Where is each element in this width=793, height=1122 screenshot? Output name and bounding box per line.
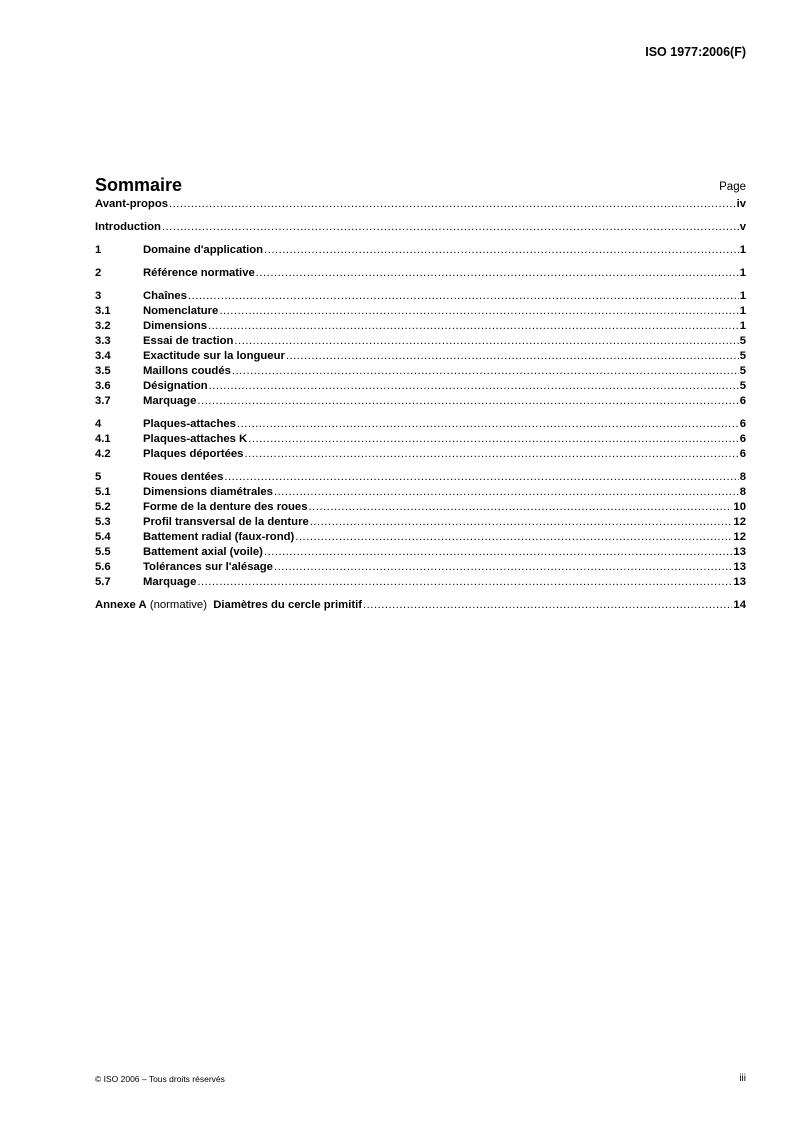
annex-page: 14 — [733, 599, 746, 611]
toc-entry[interactable] — [95, 349, 746, 364]
toc-entry-number: 3.3 — [95, 335, 111, 347]
dot-leader — [169, 197, 736, 212]
toc-entry[interactable] — [95, 304, 746, 319]
toc-entry-page: 1 — [739, 267, 746, 279]
toc-entry-number: 3.7 — [95, 395, 111, 407]
toc-entry-page: 8 — [739, 486, 746, 498]
toc-entry-page: 10 — [733, 501, 746, 513]
toc-entry-title: Marquage — [143, 395, 197, 407]
toc-entry-page: 5 — [739, 380, 746, 392]
dot-leader — [197, 394, 738, 409]
toc-entry-title: Plaques déportées — [143, 448, 244, 460]
toc-entry-page: v — [739, 221, 746, 233]
toc-entry-number: 3.1 — [95, 305, 111, 317]
toc-entry-page: 1 — [739, 290, 746, 302]
toc-entry-title: Battement axial (voile) — [143, 546, 263, 558]
toc-entry[interactable] — [95, 364, 746, 379]
annex-label: Annexe A — [95, 599, 147, 611]
toc-entry-title: Roues dentées — [143, 471, 224, 483]
footer-copyright: © ISO 2006 – Tous droits réservés — [95, 1074, 225, 1084]
toc-entry[interactable] — [95, 575, 746, 590]
toc-entry-number: 4 — [95, 418, 102, 430]
annex-title: Diamètres du cercle primitif — [213, 599, 363, 611]
dot-leader — [197, 575, 732, 590]
toc-entry[interactable] — [95, 485, 746, 500]
toc-entry-page: 6 — [739, 448, 746, 460]
toc-entry[interactable] — [95, 560, 746, 575]
toc-entry-title: Désignation — [143, 380, 208, 392]
dot-leader — [188, 289, 739, 304]
toc-entry-title: Plaques-attaches K — [143, 433, 248, 445]
dot-leader — [274, 560, 732, 575]
toc-entry-title: Battement radial (faux-rond) — [143, 531, 295, 543]
toc-entry-page: 1 — [739, 320, 746, 332]
toc-entry-number: 3.4 — [95, 350, 111, 362]
toc-entry-number: 5.7 — [95, 576, 111, 588]
toc-entry-number: 5.3 — [95, 516, 111, 528]
toc-entry-title: Dimensions — [143, 320, 208, 332]
toc-entry-number: 4.1 — [95, 433, 111, 445]
toc-entry-page: 6 — [739, 433, 746, 445]
toc-entry-page: 5 — [739, 350, 746, 362]
toc-entry-page: 13 — [733, 576, 746, 588]
dot-leader — [237, 417, 739, 432]
toc-entry-page: 12 — [733, 516, 746, 528]
toc-entry-number: 5.5 — [95, 546, 111, 558]
toc-entry[interactable] — [95, 319, 746, 334]
toc-entry[interactable] — [95, 530, 746, 545]
toc-section-group — [95, 243, 746, 258]
toc-entry-title: Maillons coudés — [143, 365, 231, 377]
toc-entry[interactable] — [95, 432, 746, 447]
dot-leader — [162, 220, 739, 235]
toc-entry-page: iv — [736, 198, 746, 210]
dot-leader — [264, 243, 739, 258]
toc-entry-title: Domaine d'application — [143, 244, 264, 256]
toc-entry-title: Nomenclature — [143, 305, 219, 317]
toc-entry[interactable] — [95, 447, 746, 462]
toc-entry[interactable] — [95, 197, 746, 220]
dot-leader — [232, 364, 739, 379]
toc-entry-page: 13 — [733, 561, 746, 573]
page-column-label: Page — [719, 181, 746, 193]
dot-leader — [274, 485, 739, 500]
dot-leader — [256, 266, 739, 281]
toc-entry-title: Chaînes — [143, 290, 187, 302]
toc-entry[interactable] — [95, 500, 746, 515]
toc-entry-number: 5.2 — [95, 501, 111, 513]
toc-entry-page: 6 — [739, 418, 746, 430]
toc-entry-annex[interactable] — [95, 598, 746, 613]
toc-entry-page: 13 — [733, 546, 746, 558]
toc-section-group — [95, 417, 746, 462]
toc-entry-title: Forme de la denture des roues — [143, 501, 308, 513]
dot-leader — [208, 319, 739, 334]
dot-leader — [295, 530, 732, 545]
toc-entry-number: 3.2 — [95, 320, 111, 332]
toc-entry-number: 5.6 — [95, 561, 111, 573]
toc-entry-page: 1 — [739, 305, 746, 317]
toc-entry[interactable] — [95, 220, 746, 243]
toc-entry-number: 2 — [95, 267, 102, 279]
toc-entry[interactable] — [95, 266, 746, 281]
toc-entry-number: 5.1 — [95, 486, 111, 498]
dot-leader — [248, 432, 738, 447]
toc-entry-page: 8 — [739, 471, 746, 483]
toc-entry[interactable] — [95, 289, 746, 304]
dot-leader — [209, 379, 739, 394]
dot-leader — [224, 470, 738, 485]
toc-entry-number: 5.4 — [95, 531, 111, 543]
toc-entry[interactable] — [95, 243, 746, 258]
annex-type: (normative) — [149, 599, 207, 611]
document-id-header: ISO 1977:2006(F) — [645, 45, 746, 59]
toc-entry-page: 5 — [739, 335, 746, 347]
toc-entry-number: 5 — [95, 471, 102, 483]
toc-entry[interactable] — [95, 379, 746, 394]
toc-entry[interactable] — [95, 545, 746, 560]
page-title: Sommaire — [95, 175, 183, 195]
toc-entry-number: 1 — [95, 244, 102, 256]
table-of-contents — [95, 197, 746, 613]
dot-leader — [308, 500, 732, 515]
toc-entry-page: 1 — [739, 244, 746, 256]
footer-page-number: iii — [739, 1073, 746, 1084]
toc-entry[interactable] — [95, 334, 746, 349]
toc-entry-title: Profil transversal de la denture — [143, 516, 309, 528]
toc-entry-number: 3 — [95, 290, 102, 302]
toc-entry-title: Introduction — [95, 221, 161, 233]
toc-entry-page: 5 — [739, 365, 746, 377]
dot-leader — [363, 598, 732, 613]
dot-leader — [244, 447, 738, 462]
toc-entry-number: 3.6 — [95, 380, 111, 392]
toc-section-group — [95, 470, 746, 590]
toc-entry[interactable] — [95, 470, 746, 485]
dot-leader — [264, 545, 733, 560]
toc-entry[interactable] — [95, 417, 746, 432]
dot-leader — [219, 304, 738, 319]
toc-entry[interactable] — [95, 515, 746, 530]
toc-section-group — [95, 266, 746, 281]
toc-entry-title: Marquage — [143, 576, 197, 588]
dot-leader — [234, 334, 738, 349]
toc-entry-number: 4.2 — [95, 448, 111, 460]
toc-entry-title: Tolérances sur l'alésage — [143, 561, 273, 573]
toc-entry-title: Référence normative — [143, 267, 255, 279]
toc-entry-number: 3.5 — [95, 365, 111, 377]
toc-section-group — [95, 289, 746, 409]
toc-entry-page: 6 — [739, 395, 746, 407]
dot-leader — [310, 515, 733, 530]
dot-leader — [286, 349, 739, 364]
toc-entry[interactable] — [95, 394, 746, 409]
toc-entry-title: Plaques-attaches — [143, 418, 236, 430]
toc-entry-title: Essai de traction — [143, 335, 234, 347]
toc-entry-title: Exactitude sur la longueur — [143, 350, 285, 362]
toc-entry-title: Avant-propos — [95, 198, 169, 210]
toc-entry-title: Dimensions diamétrales — [143, 486, 273, 498]
toc-entry-page: 12 — [733, 531, 746, 543]
